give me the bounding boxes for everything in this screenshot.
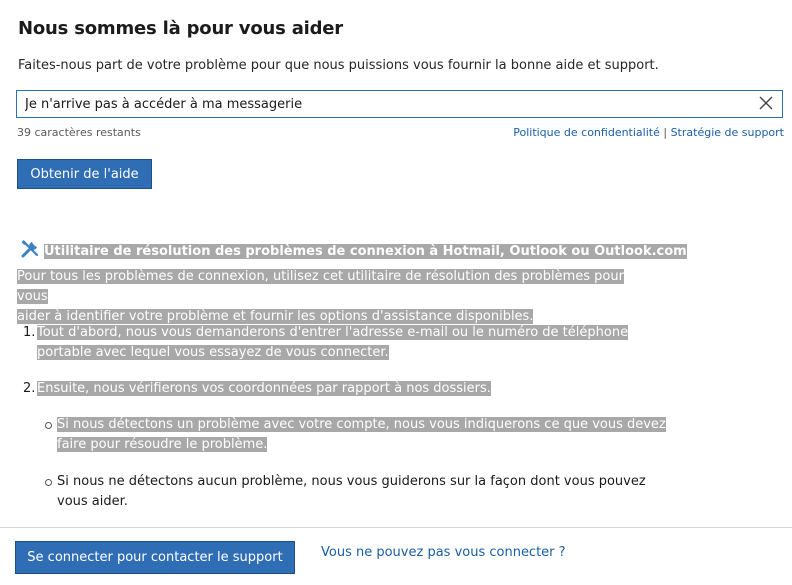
step-number: 1. [23, 325, 36, 340]
page-title: Nous sommes là pour vous aider [18, 18, 343, 39]
remaining-characters: 39 caractères restants [17, 126, 141, 139]
step-line: Ensuite, nous vérifierons vos coordonnées par rapport à nos dossiers. [37, 381, 491, 396]
bullet-icon [45, 479, 52, 486]
sub-item-line: faire pour résoudre le problème. [57, 437, 268, 452]
step-1-text [37, 323, 628, 363]
step-2-text [37, 379, 491, 399]
support-strategy-link[interactable]: Stratégie de support [670, 126, 784, 139]
tools-icon [20, 239, 44, 263]
get-help-button[interactable]: Obtenir de l'aide [17, 159, 152, 189]
sub-item-1 [57, 415, 666, 455]
intro-line: aider à identifier votre problème et fournir les options d'assistance disponibles. [17, 309, 534, 324]
step-line: portable avec lequel vous essayez de vous connecter. [37, 345, 389, 360]
article-heading [20, 239, 687, 263]
sub-item-line: Si nous détectons un problème avec votre compte, nous vous indiquerons ce que vous devez [57, 417, 666, 432]
sub-item-line: vous aider. [57, 494, 128, 509]
footer-divider [0, 527, 792, 528]
step-number: 2. [23, 381, 36, 396]
page-subtitle: Faites-nous part de votre problème pour que nous puissions vous fournir la bonne aide et support. [18, 58, 659, 73]
cant-sign-in-link[interactable]: Vous ne pouvez pas vous connecter ? [321, 545, 566, 560]
article-title: Utilitaire de résolution des problèmes de connexion à Hotmail, Outlook ou Outlook.com [44, 243, 687, 259]
clear-icon[interactable] [758, 95, 774, 111]
sub-item-line: Si nous ne détectons aucun problème, nous vous guiderons sur la façon dont vous pouvez [57, 474, 646, 489]
sub-item-2 [57, 472, 646, 512]
privacy-policy-link[interactable]: Politique de confidentialité [513, 126, 660, 139]
contact-support-button[interactable]: Se connecter pour contacter le support [15, 541, 295, 574]
policy-links [513, 126, 784, 139]
step-line: Tout d'abord, nous vous demanderons d'entrer l'adresse e-mail ou le numéro de téléphone [37, 325, 629, 340]
link-separator: | [663, 126, 668, 139]
intro-line: Pour tous les problèmes de connexion, utilisez cet utilitaire de résolution des problèmes pour vous [17, 269, 624, 304]
search-input[interactable] [25, 94, 745, 114]
article-intro [17, 267, 627, 327]
bullet-icon [45, 422, 52, 429]
search-field[interactable] [16, 90, 783, 118]
